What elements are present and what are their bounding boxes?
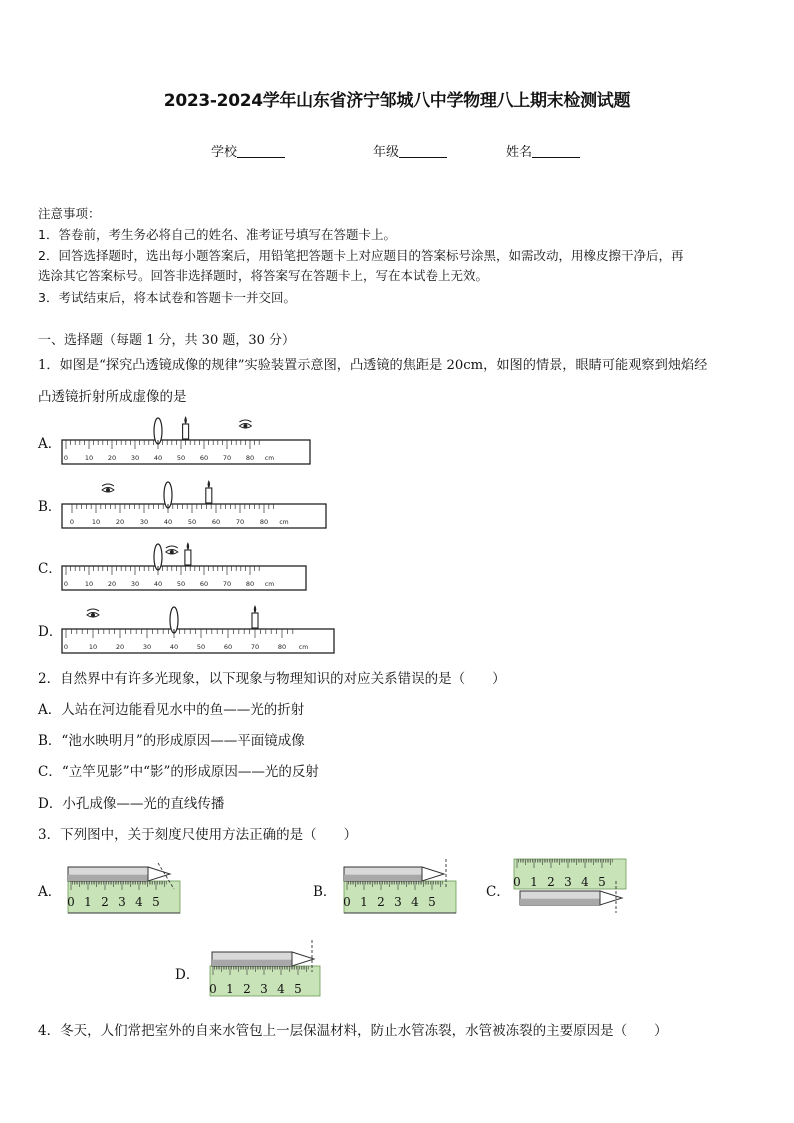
bench-tick-label: 60 bbox=[211, 518, 221, 526]
q3-diagram-d bbox=[208, 938, 324, 998]
ruler-digit: 0 bbox=[513, 875, 521, 889]
bench-tick-label: 40 bbox=[169, 643, 179, 651]
bench-tick-label: 0 bbox=[63, 580, 69, 588]
bench-unit-label: cm bbox=[298, 644, 309, 651]
ruler-digit: 3 bbox=[118, 895, 126, 909]
q1-option-d-label[interactable]: D． bbox=[38, 624, 63, 640]
eye-brow bbox=[239, 420, 251, 422]
bench-tick-label: 20 bbox=[115, 518, 125, 526]
ruler-digit: 3 bbox=[260, 982, 268, 996]
school-field bbox=[211, 141, 285, 160]
ruler-digit: 5 bbox=[152, 895, 160, 909]
q1-option-a-label[interactable]: A． bbox=[38, 436, 62, 452]
grade-field bbox=[373, 141, 447, 160]
ruler-digit: 2 bbox=[243, 982, 251, 996]
bench-tick-label: 60 bbox=[199, 454, 209, 462]
eye-pupil bbox=[170, 550, 174, 554]
q1-option-c-label[interactable]: C． bbox=[38, 561, 62, 577]
eye-pupil bbox=[91, 613, 95, 617]
pencil-tip bbox=[600, 891, 622, 905]
q3-diagram-b bbox=[342, 855, 462, 915]
grade-blank bbox=[399, 145, 447, 158]
notice-item-2: 2．回答选择题时，选出每小题答案后，用铅笔把答题卡上对应题目的答案标号涂黑，如需改动，用橡皮擦干净后，再 bbox=[38, 248, 684, 263]
bench-tick-label: 30 bbox=[130, 580, 140, 588]
ruler-digit: 5 bbox=[598, 875, 606, 889]
eye-pupil bbox=[243, 424, 247, 428]
bench-unit-label: cm bbox=[264, 455, 275, 462]
bench-tick-label: 20 bbox=[107, 454, 117, 462]
candle-flame bbox=[184, 416, 187, 424]
eye-pupil bbox=[106, 488, 110, 492]
q1-option-b-label[interactable]: B． bbox=[38, 499, 62, 515]
section-heading: 一、选择题（每题 1 分，共 30 题，30 分） bbox=[38, 333, 296, 348]
bench-tick-label: 0 bbox=[63, 454, 69, 462]
ruler-digit: 4 bbox=[581, 875, 589, 889]
ruler-digit: 0 bbox=[67, 895, 75, 909]
bench-tick-label: 80 bbox=[259, 518, 269, 526]
q1-diagram-c bbox=[60, 536, 310, 592]
candle-flame bbox=[187, 542, 190, 550]
bench-tick-label: 40 bbox=[163, 518, 173, 526]
school-label: 学校 bbox=[211, 145, 238, 160]
grade-label: 年级 bbox=[373, 145, 400, 160]
ruler-digit: 5 bbox=[428, 895, 436, 909]
name-label: 姓名 bbox=[506, 145, 533, 160]
page-title: 2023-2024学年山东省济宁邹城八中学物理八上期末检测试题 bbox=[163, 91, 631, 111]
bench-tick-label: 10 bbox=[84, 454, 94, 462]
candle bbox=[206, 488, 212, 503]
q1-diagram-b bbox=[60, 474, 330, 530]
bench-tick-label: 0 bbox=[69, 518, 75, 526]
ruler-digit: 1 bbox=[84, 895, 92, 909]
ruler-digit: 1 bbox=[226, 982, 234, 996]
candle-flame bbox=[208, 480, 211, 488]
ruler-digit: 5 bbox=[294, 982, 302, 996]
pencil-shade bbox=[212, 960, 292, 966]
bench-tick-label: 50 bbox=[196, 643, 206, 651]
ruler-digit: 3 bbox=[564, 875, 572, 889]
bench-tick-label: 60 bbox=[223, 643, 233, 651]
pencil-tip bbox=[292, 952, 314, 966]
bench-tick-label: 10 bbox=[91, 518, 101, 526]
bench-tick-label: 70 bbox=[250, 643, 260, 651]
bench-tick-label: 80 bbox=[245, 454, 255, 462]
eye-brow bbox=[87, 609, 99, 611]
q2-option-a[interactable]: A．人站在河边能看见水中的鱼——光的折射 bbox=[38, 702, 305, 718]
pencil-tip bbox=[148, 867, 170, 881]
pencil-shade bbox=[344, 875, 422, 881]
q3-option-b-label[interactable]: B． bbox=[313, 884, 337, 900]
ruler-digit: 2 bbox=[377, 895, 385, 909]
notice-item-2-cont: 选涂其它答案标号。回答非选择题时，将答案写在答题卡上，写在本试卷上无效。 bbox=[38, 268, 489, 283]
q3-option-c-label[interactable]: C． bbox=[486, 884, 510, 900]
eye-brow bbox=[166, 546, 178, 548]
bench-tick-label: 10 bbox=[88, 643, 98, 651]
ruler-digit: 1 bbox=[530, 875, 538, 889]
bench-tick-label: 70 bbox=[235, 518, 245, 526]
ruler-digit: 0 bbox=[209, 982, 217, 996]
bench-tick-label: 0 bbox=[63, 643, 69, 651]
bench-tick-label: 20 bbox=[107, 580, 117, 588]
bench-tick-label: 50 bbox=[176, 580, 186, 588]
bench-tick-label: 70 bbox=[222, 454, 232, 462]
q4-stem: 4．冬天，人们常把室外的自来水管包上一层保温材料，防止水管冻裂，水管被冻裂的主要原因是（ ） bbox=[38, 1023, 668, 1039]
bench-unit-label: cm bbox=[279, 519, 289, 526]
bench-tick-label: 60 bbox=[199, 580, 209, 588]
q3-option-d-label[interactable]: D． bbox=[175, 967, 200, 983]
bench-tick-label: 30 bbox=[130, 454, 140, 462]
bench-tick-label: 40 bbox=[153, 580, 163, 588]
q3-diagram-c bbox=[512, 855, 632, 915]
pencil-shade bbox=[68, 875, 148, 881]
q2-option-c[interactable]: C．“立竿见影”中“影”的形成原因——光的反射 bbox=[38, 764, 319, 780]
ruler-digit: 4 bbox=[135, 895, 143, 909]
bench-tick-label: 10 bbox=[84, 580, 94, 588]
q1-stem-line1: 1．如图是“探究凸透镜成像的规律”实验装置示意图，凸透镜的焦距是 20cm，如图的情景，眼睛可能观察到烛焰经 bbox=[38, 358, 708, 373]
bench-tick-label: 50 bbox=[176, 454, 186, 462]
name-blank bbox=[532, 145, 580, 158]
ruler-digit: 2 bbox=[547, 875, 555, 889]
ruler-digit: 2 bbox=[101, 895, 109, 909]
eye-brow bbox=[102, 484, 114, 486]
ruler-digit: 4 bbox=[277, 982, 285, 996]
q2-option-b[interactable]: B．“池水映明月”的形成原因——平面镜成像 bbox=[38, 733, 305, 749]
q3-diagram-a bbox=[66, 855, 186, 915]
candle bbox=[252, 613, 258, 628]
bench-tick-label: 30 bbox=[142, 643, 152, 651]
q2-option-d[interactable]: D．小孔成像——光的直线传播 bbox=[38, 796, 225, 812]
q1-diagram-d bbox=[60, 598, 340, 656]
bench-tick-label: 80 bbox=[245, 580, 255, 588]
name-field bbox=[506, 141, 580, 160]
bench-tick-label: 70 bbox=[222, 580, 232, 588]
candle-flame bbox=[254, 605, 257, 613]
q2-stem: 2．自然界中有许多光现象，以下现象与物理知识的对应关系错误的是（ ） bbox=[38, 671, 506, 687]
pencil-shade bbox=[520, 899, 600, 905]
school-blank bbox=[237, 145, 285, 158]
ruler-digit: 3 bbox=[394, 895, 402, 909]
q1-diagram-a bbox=[60, 412, 314, 468]
bench-tick-label: 20 bbox=[115, 643, 125, 651]
bench-tick-label: 40 bbox=[153, 454, 163, 462]
notice-item-1: 1．答卷前，考生务必将自己的姓名、准考证号填写在答题卡上。 bbox=[38, 227, 396, 242]
notice-heading: 注意事项： bbox=[38, 206, 101, 221]
notice-item-3: 3．考试结束后，将本试卷和答题卡一并交回。 bbox=[38, 290, 296, 305]
bench-tick-label: 80 bbox=[277, 643, 287, 651]
pencil-tip bbox=[422, 867, 444, 881]
q3-option-a-label[interactable]: A． bbox=[38, 884, 62, 900]
bench-unit-label: cm bbox=[264, 581, 275, 588]
bench-tick-label: 30 bbox=[139, 518, 149, 526]
bench-tick-label: 50 bbox=[187, 518, 197, 526]
ruler-digit: 1 bbox=[360, 895, 368, 909]
candle bbox=[183, 424, 189, 439]
q1-stem-line2: 凸透镜折射所成虚像的是 bbox=[38, 389, 187, 405]
ruler-digit: 0 bbox=[343, 895, 351, 909]
q3-stem: 3．下列图中，关于刻度尺使用方法正确的是（ ） bbox=[38, 827, 358, 843]
candle bbox=[185, 550, 191, 565]
ruler-digit: 4 bbox=[411, 895, 419, 909]
